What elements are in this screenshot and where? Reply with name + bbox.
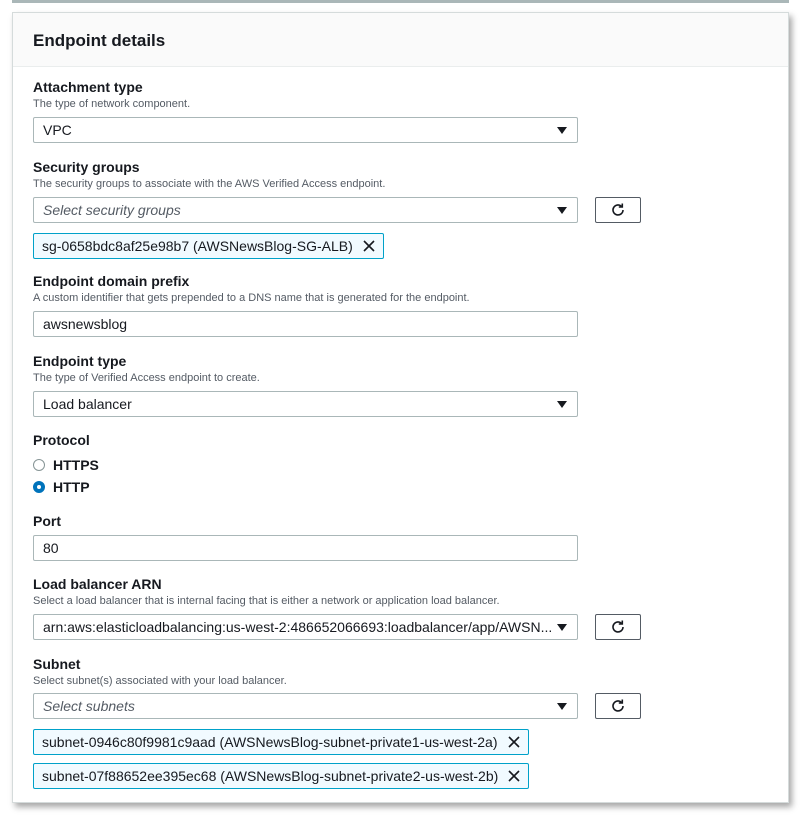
endpoint-details-panel: [12, 12, 789, 803]
load-balancer-arn-value: arn:aws:elasticloadbalancing:us-west-2:486652066693:loadbalancer/app/AWSN...: [43, 619, 553, 635]
domain-prefix-value: awsnewsblog: [43, 316, 128, 332]
subnet-token: [33, 729, 529, 755]
close-icon[interactable]: [508, 770, 520, 782]
subnet-token-label: subnet-0946c80f9981c9aad (AWSNewsBlog-subnet-private1-us-west-2a): [42, 734, 498, 750]
protocol-label: Protocol: [33, 432, 90, 448]
endpoint-type-value: Load balancer: [43, 396, 132, 412]
domain-prefix-field: [33, 273, 470, 305]
refresh-icon: [610, 698, 626, 714]
security-groups-placeholder: Select security groups: [43, 202, 181, 218]
load-balancer-arn-select[interactable]: [33, 614, 578, 640]
security-groups-refresh-button[interactable]: [595, 197, 641, 223]
caret-down-icon: [557, 624, 567, 631]
port-input[interactable]: [33, 535, 578, 561]
top-divider: [12, 0, 789, 3]
security-groups-description: The security groups to associate with the AWS Verified Access endpoint.: [33, 178, 386, 190]
close-icon[interactable]: [508, 736, 520, 748]
load-balancer-arn-label: Load balancer ARN: [33, 576, 162, 592]
security-group-token: [33, 233, 384, 259]
domain-prefix-label: Endpoint domain prefix: [33, 273, 190, 289]
endpoint-type-select[interactable]: [33, 391, 578, 417]
panel-title: Endpoint details: [13, 13, 788, 67]
security-groups-field: [33, 159, 385, 191]
protocol-option-https[interactable]: [33, 457, 99, 473]
domain-prefix-input[interactable]: [33, 311, 578, 337]
subnet-placeholder: Select subnets: [43, 698, 135, 714]
port-value: 80: [43, 540, 59, 556]
attachment-type-value: VPC: [43, 122, 72, 138]
security-groups-label: Security groups: [33, 159, 140, 175]
subnet-description: Select subnet(s) associated with your load balancer.: [33, 675, 287, 687]
subnet-select[interactable]: [33, 693, 578, 719]
port-field: [33, 513, 61, 529]
caret-down-icon: [557, 127, 567, 134]
protocol-option-label: HTTPS: [53, 457, 99, 473]
endpoint-type-label: Endpoint type: [33, 353, 127, 369]
subnet-field: [33, 656, 287, 688]
protocol-option-http[interactable]: [33, 479, 90, 495]
load-balancer-refresh-button[interactable]: [595, 614, 641, 640]
subnet-token: [33, 763, 529, 789]
subnet-refresh-button[interactable]: [595, 693, 641, 719]
protocol-field: [33, 432, 90, 448]
radio-http[interactable]: [33, 481, 45, 493]
caret-down-icon: [557, 401, 567, 408]
subnet-label: Subnet: [33, 656, 81, 672]
protocol-option-label: HTTP: [53, 479, 90, 495]
endpoint-type-field: [33, 353, 260, 385]
attachment-type-field: [33, 79, 190, 111]
domain-prefix-description: A custom identifier that gets prepended to a DNS name that is generated for the endpoint.: [33, 292, 470, 304]
security-groups-select[interactable]: [33, 197, 578, 223]
load-balancer-arn-description: Select a load balancer that is internal facing that is either a network or application load balancer.: [33, 595, 500, 607]
caret-down-icon: [557, 207, 567, 214]
load-balancer-arn-field: [33, 576, 500, 608]
caret-down-icon: [557, 703, 567, 710]
refresh-icon: [610, 619, 626, 635]
attachment-type-description: The type of network component.: [33, 98, 191, 110]
attachment-type-select[interactable]: [33, 117, 578, 143]
port-label: Port: [33, 513, 61, 529]
security-group-token-label: sg-0658bdc8af25e98b7 (AWSNewsBlog-SG-ALB): [42, 238, 353, 254]
endpoint-type-description: The type of Verified Access endpoint to create.: [33, 372, 260, 384]
attachment-type-label: Attachment type: [33, 79, 143, 95]
refresh-icon: [610, 202, 626, 218]
close-icon[interactable]: [363, 240, 375, 252]
subnet-token-label: subnet-07f88652ee395ec68 (AWSNewsBlog-subnet-private2-us-west-2b): [42, 768, 499, 784]
radio-https[interactable]: [33, 459, 45, 471]
